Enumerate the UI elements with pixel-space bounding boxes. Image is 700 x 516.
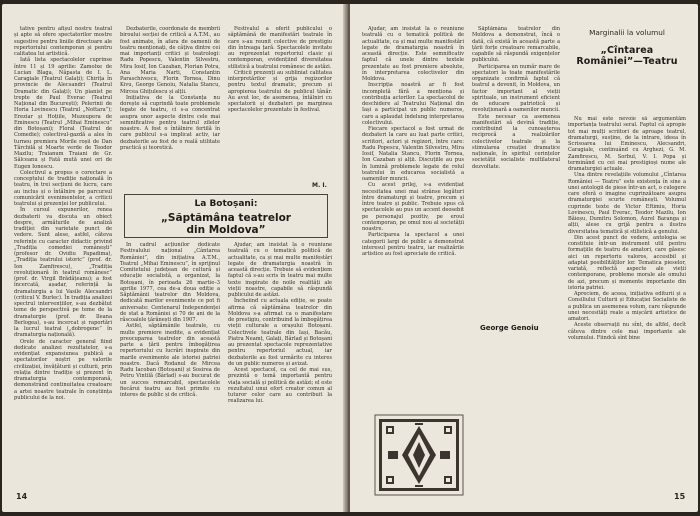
left-column-1 [14,26,112,488]
paragraph: Încheiind cu actuala ediție, se poate afirma că săptămâna teatrelor din Moldova s-a afirmat ca o manifestare de prestigiu, contribuind la îmbogățirea vieții culturale a orașului Botoșani. Colectivele teatrale din Iași, Bacău, Piatra Neamț, Galați, Bârlad și Botoșani au prezentat spectacole reprezentative pentru repertoriul actual, iar dezbaterile au fost urmărite cu interes de un public numeros și avizat. [228,298,332,367]
paragraph: Criticii prezenți au subliniat calitatea interpretărilor și grija regizorilor pentru textul dramatic, precum și apropierea teatrului de publicul tânăr. Au avut loc, de asemenea, întâlniri cu spectatorii și dezbateri pe marginea spectacolelor prezentate în festival. [228,69,332,114]
paragraph: Acest spectacol, ca cel de mai sus, prezintă o temă importantă pentru viața socială și politică de astăzi; el este rezultatul unui efort creator comun al tuturor celor care au contribuit la realizarea lui. [228,367,332,405]
paragraph: Săptămâna teatrelor din Moldova a demonstrat, încă o dată, că există în această parte a țării forțe creatoare remarcabile, capabile să răspundă exigențelor publicului. [472,26,560,64]
left-column-3 [228,26,332,180]
paragraph: Iată lista spectacolelor cuprinse între 11 și 19 aprilie: Zamolxe de Lucian Blaga, Năpasta de I. L. Caragiale (Teatrul Galați); Chirița în provincie de Alecsandri (Teatrul Dramatic din Galați); Un pianist pe trepte de Paul Everac (Teatrul Național din București); Pelerinii de Horia Lovinescu (Teatrul „Nottara”); Ereziar și Hoțiile, Muzeupera de Eminescu (Teatrul „Mihai Eminescu” din Botoșani); Floral (Teatrul de Comedie); colectivul-gazdă a ales în turneu premiera Morile roșii de Dan Tărchilă și Moarte verde de Teodor Mazilu; Traianum Traiani de Gr. Sălceanu și Fată mută unei ori de Eugen Ionescu. [14,57,112,170]
left-page [2,4,347,512]
paragraph: În cursul expunerilor, renea dezbaterii va discuta un obiect despre, armăturile de analiză tradiției din varietate punct de vedere. Sunt alese, astfel, câteva referințe cu caracter didactic privind „Tradiția comediei românești” (profesor dr. Ovidiu Papadima), „Tradiția teatrului istoric” (prof. dr. Ion Zamfirescu), „Tradiția revoluționară în teatrul românesc” (prof. dr. Virgil Brădățeanu); a fost încercată, așadar, referință la dramaturgia a lui Vasile Alecsandri (criticul V. Burlec). În tradiția analizei spectrul intervențiilor, s-au dezbătut teme de perspectivă pe teme de la dramaturgie (prof. dr. Ileana Berlogea), s-au încercat și raportări la lucrul teatral („dobrogene” în dramaturgia națională). [14,207,112,339]
paragraph: Inițiativa de la Constanța nu dorește să cuprindă toate problemele legate de teatru, ci s-a concentrat asupra unor aspecte dintre cele mai semnificative pentru teatrul zilelor noastre. A fost o întâlnire fertilă în care publicul s-a implicat activ, iar dezbaterile au fost de o reală utilitate practică și teoretică. [120,94,220,151]
margin-heading-block [568,28,686,67]
right-column-3 [568,116,686,488]
paragraph: Dezbaterile, coordonate de membrii biroului secției de critică a A.T.M., au fost animate, în afara de oamenii de teatru menționați, de câțiva dintre cei mai importanți critici și teatrologi: Radu Popescu, Valentin Silvestru, Mira Iosif, Ion Cazaban, Florian Potra, Ana Maria Narti, Constantin Paraschivescu, Florin Tornea, Dinu Kivu, George Genoiu, Natalia Stancu, Mircea Ghițulescu și alții. [120,26,220,95]
paragraph: Ajudar, am insistat la o reuniune teatrală cu o tematică politică de actualitate, ca și mai multe manifestări legate de dramaturgia noastră în această direcție. Este semnificativ faptul că unele dintre textele prezentate au fost premiere absolute, în interpretarea colectivelor din Moldova. [362,26,464,82]
paragraph: Este necesar ca asemenea manifestări să devină tradiție, contribuind la cunoașterea reciprocă a realizărilor colectivelor teatrale și la stimularea creației dramatice naționale, în spiritul cerințelor societății socialiste multilateral dezvoltate. [472,113,560,170]
paragraph: Din acest punct de vedere, antologia se constituie într-un instrument util pentru formațiile de teatru de amatori, care găsesc aici un repertoriu valoros, accesibil și adaptat posibilităților lor. Tematica pieselor, variată, reflectă aspecte ale vieții contemporane, probleme morale ale omului de azi, precum și momente importante din istoria patriei. [568,234,686,291]
left-column-2-lower [120,242,220,488]
article-title-line-1: „Săptămâna teatrelor [161,212,291,224]
right-column-1 [362,26,464,406]
article-title-box [124,194,328,238]
left-column-2 [120,26,220,188]
right-column-2 [472,26,560,318]
paragraph: Inscripția noastră ar fi fost incompletă fără a menționa și contribuția actorilor. La spectacolul de deschidere al Teatrului Național din Iași a participat un public numeros, care a aplaudat îndelung interpretarea colectivului. [362,82,464,126]
paragraph: Colectivul a propus o corectare a conceptului de tradiție națională în teatru, în trei secțiuni de lucru, care au inclus și o întâlnire pe parcursul comunicării evenimentelor, a criticii teatrului și prezenței lor publicului. [14,169,112,207]
paragraph: În cadrul acțiunilor dedicate Festivalului național „Cântarea României”, din inițiativa A.T.M., Teatrul „Mihai Eminescu”, în sprijinul Comitetului județean de cultură și educație socialistă, a organizat, la Botoșani, în perioada 26 martie–3 aprilie 1977, cea de-a doua ediție a Săptămânii teatrelor din Moldova, dedicată marilor evenimente ce pot fi aniversate: Centenarul Independenței de stat a României și 70 de ani de la răscoalele țărănești din 1907. [120,242,220,323]
folk-ornament-icon [374,414,464,496]
paragraph: Astfel, săptămânile teatrale, cu multe premiere inedite, a evidențiat preocuparea teatrelor din această parte a țării pentru îmbogățirea repertoriului cu lucrări inspirate din marile evenimente ale istoriei patriei noastre. Dacă Rodanul de Mircea Radu Iacoban (Botoșani) și Sosirea de Petru Vintilă (Bârlad) s-au bucurat de un succes remarcabil, spectacolele fiecărui teatru au fost primite cu interes de public și de critică. [120,323,220,398]
margin-heading: Marginalii la volumul [589,28,665,37]
paragraph: Ajudar, am insistat la o reuniune teatrală cu o tematică politică de actualitate, ca și mai multe manifestări legate de dramaturgia noastră în această direcție. Trebuie să evidențiem faptul că s-au scris în teatru mai multe texte inspirate de noile realități ale vieții noastre, capabile să răspundă publicului de astăzi. [228,242,332,298]
article-title-line-2: din Moldova” [186,224,266,236]
paragraph: tative pentru afișul nostru teatral și apte să ofere spectatorilor mostre sugestive pentru liniile directoare ale repertoriului contemporan și pentru calitatea lui artistică. [14,26,112,57]
margin-title: „Cîntarea României”—Teatru [576,45,678,67]
right-page [350,4,698,512]
page-number-right: 15 [674,492,686,501]
paragraph: Apreciem, de aceea, inițiativa editurii și a Consiliului Culturii și Educației Socialiste de a publica un asemenea volum, care răspunde unei necesități reale a mișcării artistice de amatori. [568,291,686,322]
paragraph: Una dintre revelațiile volumului „Cîntarea României — Teatru” este existența în sine a unei antologii de piese într-un act, o culegere care oferă o imagine cuprinzătoare asupra dramaturgiei scurte românești. Volumul cuprinde texte de Victor Eftimiu, Horia Lovinescu, Paul Everac, Teodor Mazilu, Ion Băieșu, Dumitru Solomon, Aurel Baranga și alții, alese cu grijă pentru a ilustra diversitatea tematică și stilistică a genului. [568,172,686,235]
article-kicker: La Botoșani: [194,199,258,209]
paragraph: Festivalul a oferit publicului o săptămână de manifestări teatrale în care s-au reunit colective de prestigiu din întreaga țară. Spectacolele invitate au reprezentat repertoriul clasic și contemporan, evidențiind diversitatea stilistică a teatrului românesc de astăzi. [228,26,332,70]
left-column-3-lower [228,242,332,488]
paragraph: Cu acest prilej, s-a evidențiat necesitatea unei mai strânse legături între dramaturgi și teatre, precum și între teatre și public. Trebuie spus că spectacolele au pus un accent deosebit pe personajul pozitiv, pe eroul contemporan, pe omul nou al societății noastre. [362,182,464,232]
paragraph: Participarea la spectacol a unei categorii largi de public a demonstrat interesul pentru teatru, iar realizările artistice au fost apreciate de critică. [362,232,464,257]
paragraph: Aceste observații nu sînt, de altfel, decît câteva dintre cele mai importante ale volumului. Fiindcă sînt bine [568,322,686,341]
article-signature-genoiu: George Genoiu [480,324,539,332]
page-number-left: 14 [16,492,28,501]
paragraph: Orele de caracter general fiind dedicate analizei rezultatelor, s-a evidențiat expansiunea publică a spectatorilor noștri pe valorile civilizației, învățăturii și culturii, prin relația dintre tradiție și prezent în dramaturgia contemporană, demonstrând continuitatea creatoare a artei noastre teatrale în conștiința publicului de la noi. [14,338,112,401]
paragraph: Fiecare spectacol a fost urmat de dezbateri la care au luat parte critici, scriitori, actori și regizori, între care: Radu Popescu, Valentin Silvestru, Mira Iosif, Natalia Stancu, Florin Tornea, Ion Cazaban și alții. Discuțiile au pus în lumină problemele legate de rolul teatrului în educarea socialistă a oamenilor muncii. [362,126,464,182]
paragraph: Participarea un număr mare de spectatori la toate manifestările organizate confirmă faptul că teatrul a devenit, în Moldova, un factor important al vieții spirituale, un instrument eficient de educare patriotică și revoluționară a oamenilor muncii. [472,63,560,114]
paragraph: Nu mai este nevoie să argumentăm importanța teatrului seral. Faptul că apropie tot mai mulți scriitori de aproape teatrul, dramaturgi, susține, de la intrare, ideea în Scrisoarea lui Eminescu, Alecsandri, Caragiale, continuând cu Arghezi, G. M. Zamfirescu, M. Sorbul, V. I. Popa și terminând cu cei mai prestigioși nume ale dramaturgiei actuale. [568,116,686,172]
article-signature-mi: M. I. [312,182,327,189]
article-title [125,212,327,236]
